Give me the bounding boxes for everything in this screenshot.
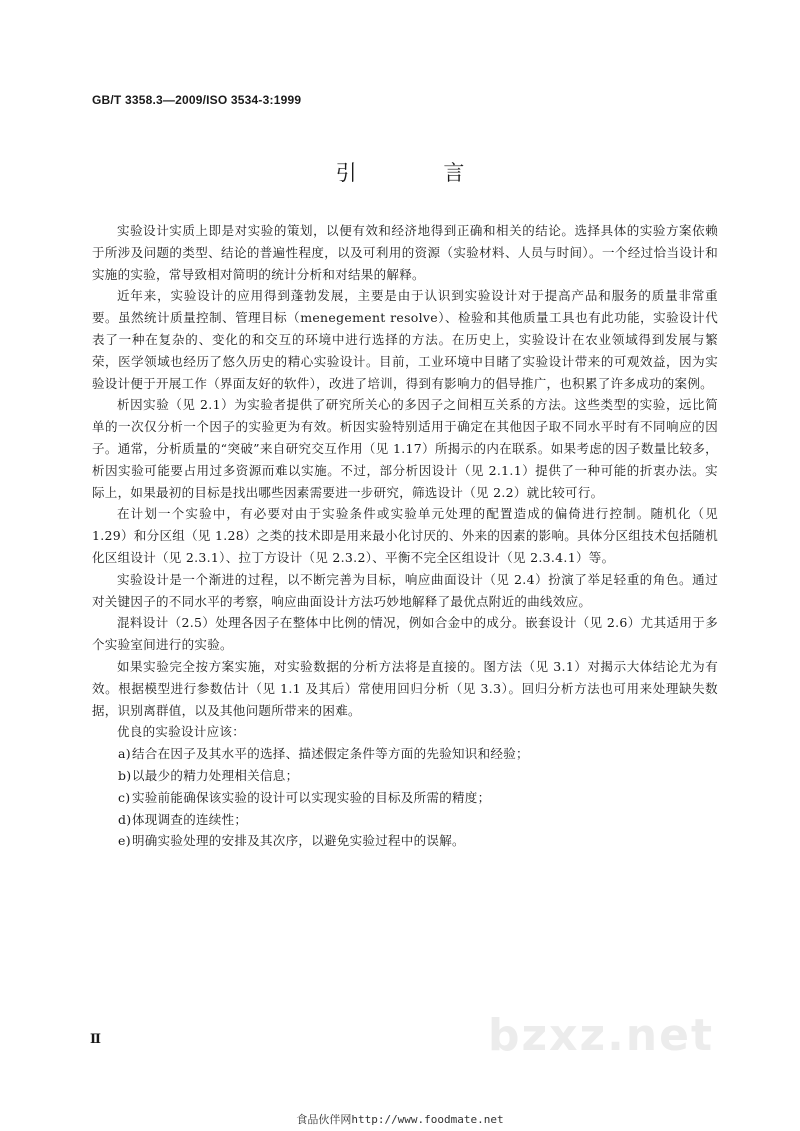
- paragraph: 析因实验（见 2.1）为实验者提供了研究所关心的多因子之间相互关系的方法。这些类型的实验，远比简单的一次仅分析一个因子的实验更为有效。析因实验特别适用于确定在其他因子取不同水平时有不同响应的因子。通常，分析质量的“突破”来自研究交互作用（见 1.17）所揭示的内在联系。如果考虑的因子数量比较多，析因实验可能要占用过多资源而难以实施。不过，部分析因设计（见 2.1.1）提供了一种可能的折衷办法。实际上，如果最初的目标是找出哪些因素需要进一步研究，筛选设计（见 2.2）就比较可行。: [92, 397, 718, 500]
- paragraph: 实验设计是一个渐进的过程，以不断完善为目标，响应曲面设计（见 2.4）扮演了举足轻重的角色。通过对关键因子的不同水平的考察，响应曲面设计方法巧妙地解释了最优点附近的曲线效应。: [92, 571, 718, 609]
- paragraph: 混料设计（2.5）处理各因子在整体中比例的情况，例如合金中的成分。嵌套设计（见 2.6）尤其适用于多个实验室间进行的实验。: [92, 615, 718, 653]
- list-item: [92, 809, 718, 831]
- list-item: [92, 830, 718, 852]
- paragraph: 如果实验完全按方案实施，对实验数据的分析方法将是直接的。图方法（见 3.1）对揭示大体结论尤为有效。根据模型进行参数估计（见 1.1 及其后）常使用回归分析（见 3.3）。回归分析方法也可用来处理缺失数据，识别离群值，以及其他问题所带来的困难。: [92, 658, 718, 718]
- list-item: [92, 743, 718, 765]
- body-text: [92, 220, 718, 852]
- list-marker: d): [118, 811, 132, 827]
- list-item-text: 结合在因子及其水平的选择、描述假定条件等方面的先验知识和经验；: [132, 746, 529, 762]
- list-item-text: 以最少的精力处理相关信息；: [132, 767, 299, 783]
- list-marker: a): [118, 746, 131, 762]
- paragraph: 实验设计实质上即是对实验的策划，以便有效和经济地得到正确和相关的结论。选择具体的实验方案依赖于所涉及问题的类型、结论的普遍性程度，以及可利用的资源（实验材料、人员与时间）。一个经过恰当设计和实施的实验，常导致相对简明的统计分析和对结果的解释。: [92, 223, 718, 282]
- list-marker: e): [118, 833, 131, 849]
- list-item-text: 实验前能确保该实验的设计可以实现实验的目标及所需的精度；: [132, 789, 491, 805]
- watermark: bzxz.net: [488, 1010, 715, 1061]
- standard-code-header: GB/T 3358.3—2009/ISO 3534-3:1999: [92, 93, 302, 107]
- list-item: [92, 765, 718, 787]
- list-item: [92, 787, 718, 809]
- footer-source: 食品伙伴网http://www.foodmate.net: [296, 1113, 504, 1126]
- page-number: Ⅱ: [90, 1032, 101, 1047]
- paragraph: 在计划一个实验中，有必要对由于实验条件或实验单元处理的配置造成的偏倚进行控制。随机化（见 1.29）和分区组（见 1.28）之类的技术即是用来最小化讨厌的、外来的因素的影响。具体分区组技术包括随机化区组设计（见 2.3.1）、拉丁方设计（见 2.3.2）、平衡不完全区组设计（见 2.3.4.1）等。: [92, 506, 718, 565]
- paragraph: 优良的实验设计应该：: [117, 724, 246, 740]
- criteria-list: [92, 743, 718, 852]
- paragraph: 近年来，实验设计的应用得到蓬勃发展，主要是由于认识到实验设计对于提高产品和服务的质量非常重要。虽然统计质量控制、管理目标（menegement resolve）、检验和其他质量工具也有此功能，实验设计代表了一种在复杂的、变化的和交互的环境中进行选择的方法。在历史上，实验设计在农业领域得到发展与繁荣，医学领域也经历了悠久历史的精心实验设计。目前，工业环境中目睹了实验设计带来的可观效益，因为实验设计便于开展工作（界面友好的软件），改进了培训，得到有影响力的倡导推广，也积累了许多成功的案例。: [92, 288, 718, 391]
- list-marker: c): [118, 789, 131, 805]
- page-title: 引 言: [335, 161, 505, 185]
- list-item-text: 明确实验处理的安排及其次序，以避免实验过程中的误解。: [132, 833, 465, 849]
- list-marker: b): [118, 767, 132, 783]
- list-item-text: 体现调查的连续性；: [132, 811, 248, 827]
